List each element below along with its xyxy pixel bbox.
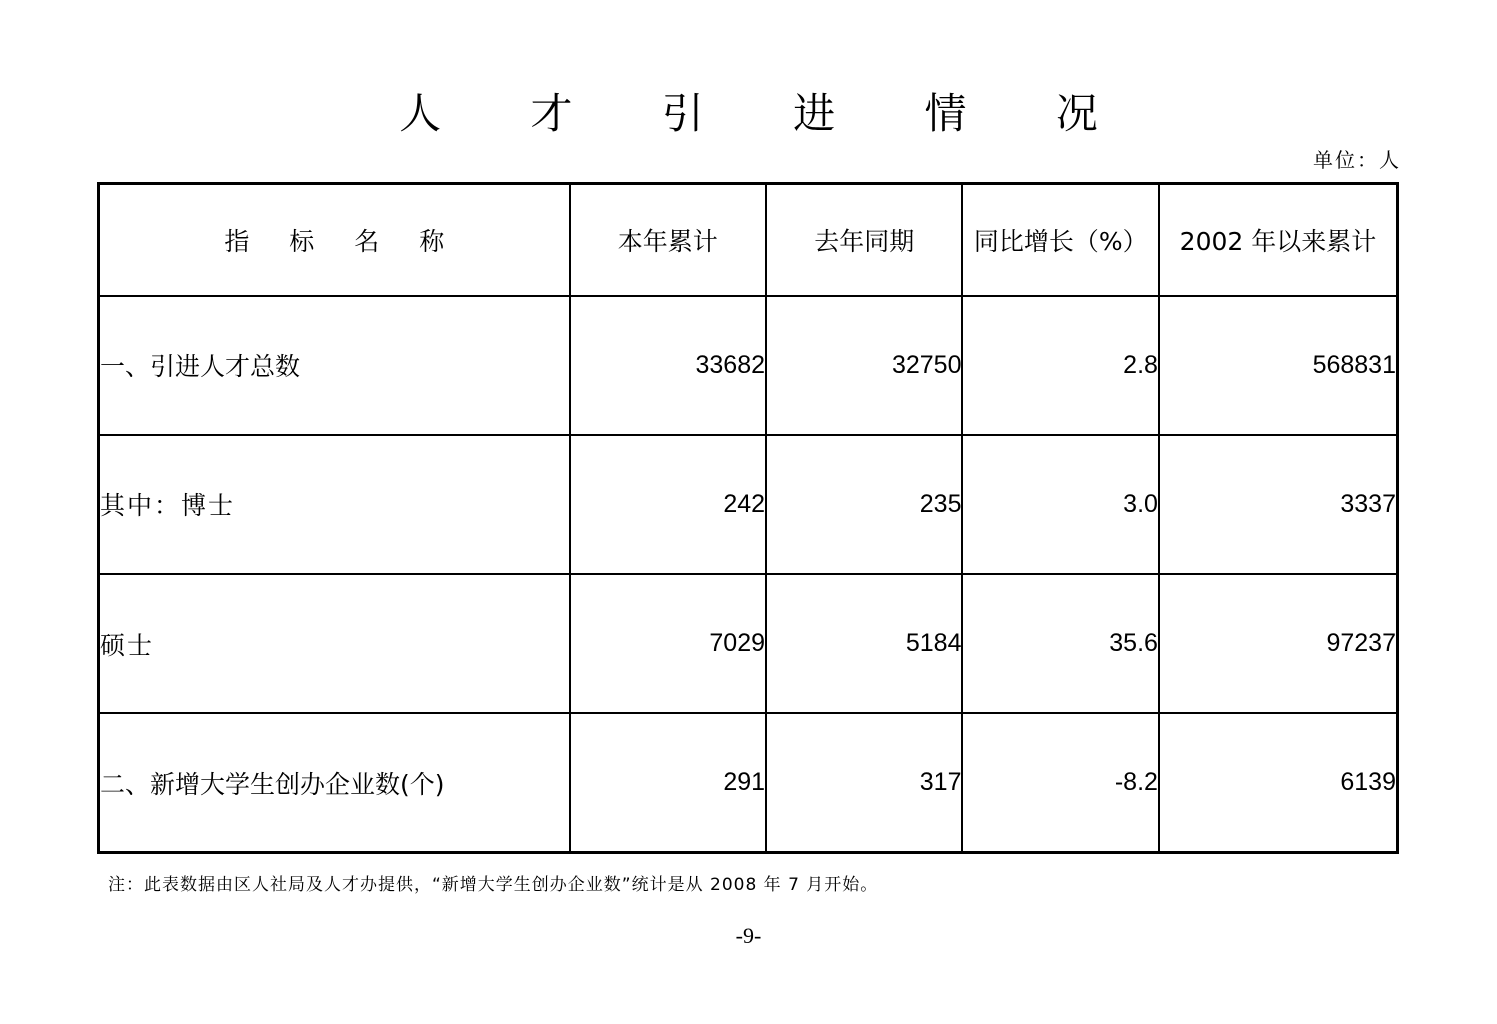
table-header-row	[99, 184, 1398, 296]
table-note: 注：此表数据由区人社局及人才办提供，“新增大学生创办企业数”统计是从 2008 年 7 月开始。	[108, 875, 879, 895]
row-name: 硕士	[99, 574, 570, 713]
row-name: 一、引进人才总数	[99, 296, 570, 435]
cell-current: 291	[570, 713, 766, 852]
cell-current: 242	[570, 435, 766, 574]
table-row	[99, 435, 1398, 574]
page-number: -9-	[735, 923, 762, 948]
row-name: 二、新增大学生创办企业数(个)	[99, 713, 570, 852]
cell-cumulative: 6139	[1159, 713, 1398, 852]
table-row	[99, 296, 1398, 435]
header-cumulative: 2002 年以来累计	[1159, 184, 1398, 296]
cell-previous: 32750	[766, 296, 962, 435]
talent-table	[97, 182, 1399, 854]
cell-previous: 235	[766, 435, 962, 574]
cell-growth: -8.2	[962, 713, 1158, 852]
header-indicator-name: 指 标 名 称	[99, 184, 570, 296]
header-growth: 同比增长（%）	[962, 184, 1158, 296]
page-title: 人 才 引 进 情 况	[399, 89, 1136, 138]
cell-growth: 2.8	[962, 296, 1158, 435]
cell-growth: 35.6	[962, 574, 1158, 713]
header-current-year: 本年累计	[570, 184, 766, 296]
table-row	[99, 713, 1398, 852]
cell-cumulative: 97237	[1159, 574, 1398, 713]
cell-growth: 3.0	[962, 435, 1158, 574]
cell-current: 7029	[570, 574, 766, 713]
unit-label: 单位：人	[1313, 148, 1401, 172]
table-row	[99, 574, 1398, 713]
cell-cumulative: 568831	[1159, 296, 1398, 435]
header-previous-year: 去年同期	[766, 184, 962, 296]
cell-current: 33682	[570, 296, 766, 435]
cell-previous: 5184	[766, 574, 962, 713]
cell-previous: 317	[766, 713, 962, 852]
row-name: 其中：博士	[99, 435, 570, 574]
cell-cumulative: 3337	[1159, 435, 1398, 574]
